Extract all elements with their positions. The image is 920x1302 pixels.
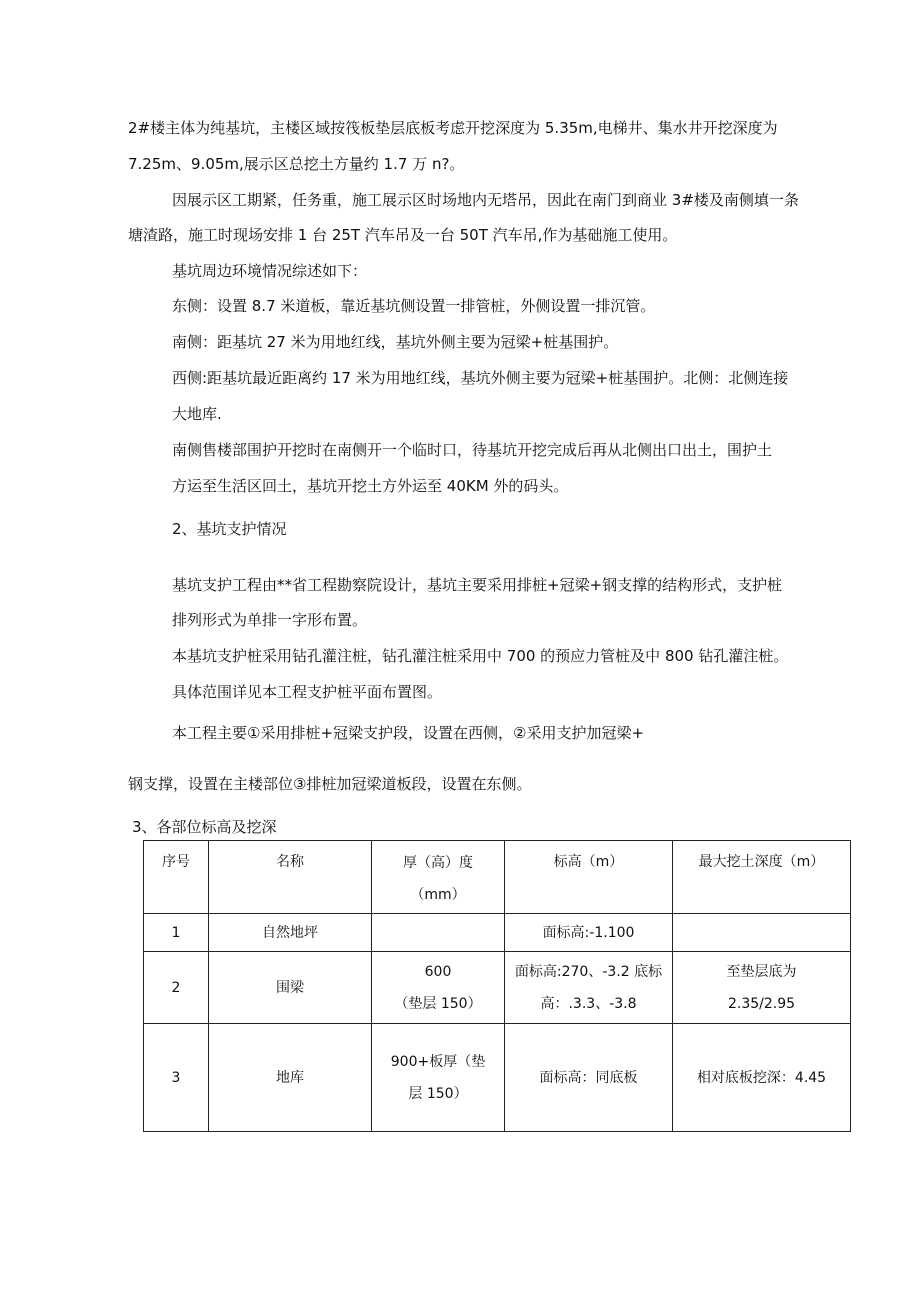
cell-elevation: 面标高:-1.100: [505, 914, 673, 952]
section-heading-2: 2、基坑支护情况: [172, 520, 287, 538]
header-seq: 序号: [144, 841, 209, 914]
cell-elevation-line-1: 面标高:270、-3.2 底标: [514, 963, 663, 980]
cell-thickness-line-1: 900+板厚（垫: [390, 1053, 486, 1070]
elevation-table: [143, 840, 851, 1132]
header-thickness-line-2: （mm）: [410, 887, 466, 903]
table-row: [144, 952, 851, 1024]
cell-thickness-line-2: （垫层 150）: [394, 995, 482, 1012]
cell-seq: 2: [144, 952, 209, 1024]
cell-thickness: [372, 1024, 505, 1132]
cell-thickness: [372, 952, 505, 1024]
paragraph-2-line-1: 因展示区工期紧，任务重，施工展示区时场地内无塔吊，因此在南门到商业 3#楼及南侧填一条: [172, 191, 799, 209]
header-elevation: 标高（m）: [505, 841, 673, 914]
cell-seq: 3: [144, 1024, 209, 1132]
cell-max-depth: 相对底板挖深：4.45: [673, 1024, 851, 1132]
table-row: [144, 1024, 851, 1132]
cell-elevation: [505, 952, 673, 1024]
cell-elevation: 面标高：同底板: [505, 1024, 673, 1132]
paragraph-east: 东侧：设置 8.7 米道板，靠近基坑侧设置一排管桩，外侧设置一排沉管。: [172, 297, 656, 315]
paragraph-7-line-2: 方运至生活区回土，基坑开挖土方外运至 40KM 外的码头。: [172, 477, 569, 495]
cell-max-depth: [673, 952, 851, 1024]
paragraph-9: 本基坑支护桩采用钻孔灌注桩，钻孔灌注桩采用中 700 的预应力管桩及中 800 钻孔灌注桩。: [172, 647, 789, 665]
cell-thickness-line-2: 层 150）: [408, 1085, 468, 1102]
header-thickness: [372, 841, 505, 914]
cell-depth-line-2: 2.35/2.95: [727, 995, 796, 1012]
table-row: [144, 914, 851, 952]
section-heading-3: 3、各部位标高及挖深: [132, 818, 277, 836]
paragraph-10: 具体范围详见本工程支护桩平面布置图。: [172, 683, 443, 701]
cell-thickness: [372, 914, 505, 952]
paragraph-3: 基坑周边环境情况综述如下：: [172, 262, 368, 280]
cell-thickness-line-1: 600: [424, 963, 452, 980]
cell-seq: 1: [144, 914, 209, 952]
header-thickness-line-1: 厚（高）度: [403, 855, 473, 871]
paragraph-1-line-1: 2#楼主体为纯基坑，主楼区域按筏板垫层底板考虑开挖深度为 5.35m,电梯井、集水井开挖深度为: [128, 119, 778, 137]
cell-elevation-line-2: 高：.3.3、-3.8: [540, 995, 637, 1012]
paragraph-west-line-1: 西侧:距基坑最近距离约 17 米为用地红线，基坑外侧主要为冠梁+桩基围护。北侧：北侧连接: [172, 369, 789, 387]
paragraph-7-line-1: 南侧售楼部围护开挖时在南侧开一个临时口，待基坑开挖完成后再从北侧出口出土，围护土: [172, 441, 773, 459]
paragraph-12: 钢支撑，设置在主楼部位③排桩加冠梁道板段，设置在东侧。: [128, 775, 532, 793]
paragraph-11: 本工程主要①采用排桩+冠梁支护段，设置在西侧，②采用支护加冠梁+: [172, 724, 645, 742]
header-name: 名称: [209, 841, 372, 914]
cell-name: 自然地坪: [209, 914, 372, 952]
paragraph-west-line-2: 大地库.: [172, 405, 222, 423]
cell-depth-line-1: 至垫层底为: [726, 963, 797, 980]
cell-name: 围梁: [209, 952, 372, 1024]
cell-max-depth: [673, 914, 851, 952]
paragraph-1-line-2: 7.25m、9.05m,展示区总挖土方量约 1.7 万 n?。: [128, 155, 465, 173]
paragraph-8-line-1: 基坑支护工程由**省工程勘察院设计，基坑主要采用排桩+冠梁+钢支撑的结构形式，支护桩: [172, 576, 783, 594]
cell-name: 地库: [209, 1024, 372, 1132]
paragraph-8-line-2: 排列形式为单排一字形布置。: [172, 611, 368, 629]
header-max-depth: 最大挖土深度（m）: [673, 841, 851, 914]
paragraph-2-line-2: 塘渣路，施工时现场安排 1 台 25T 汽车吊及一台 50T 汽车吊,作为基础施工使用。: [128, 226, 678, 244]
table-header-row: [144, 841, 851, 914]
paragraph-south: 南侧：距基坑 27 米为用地红线，基坑外侧主要为冠梁+桩基围护。: [172, 333, 619, 351]
